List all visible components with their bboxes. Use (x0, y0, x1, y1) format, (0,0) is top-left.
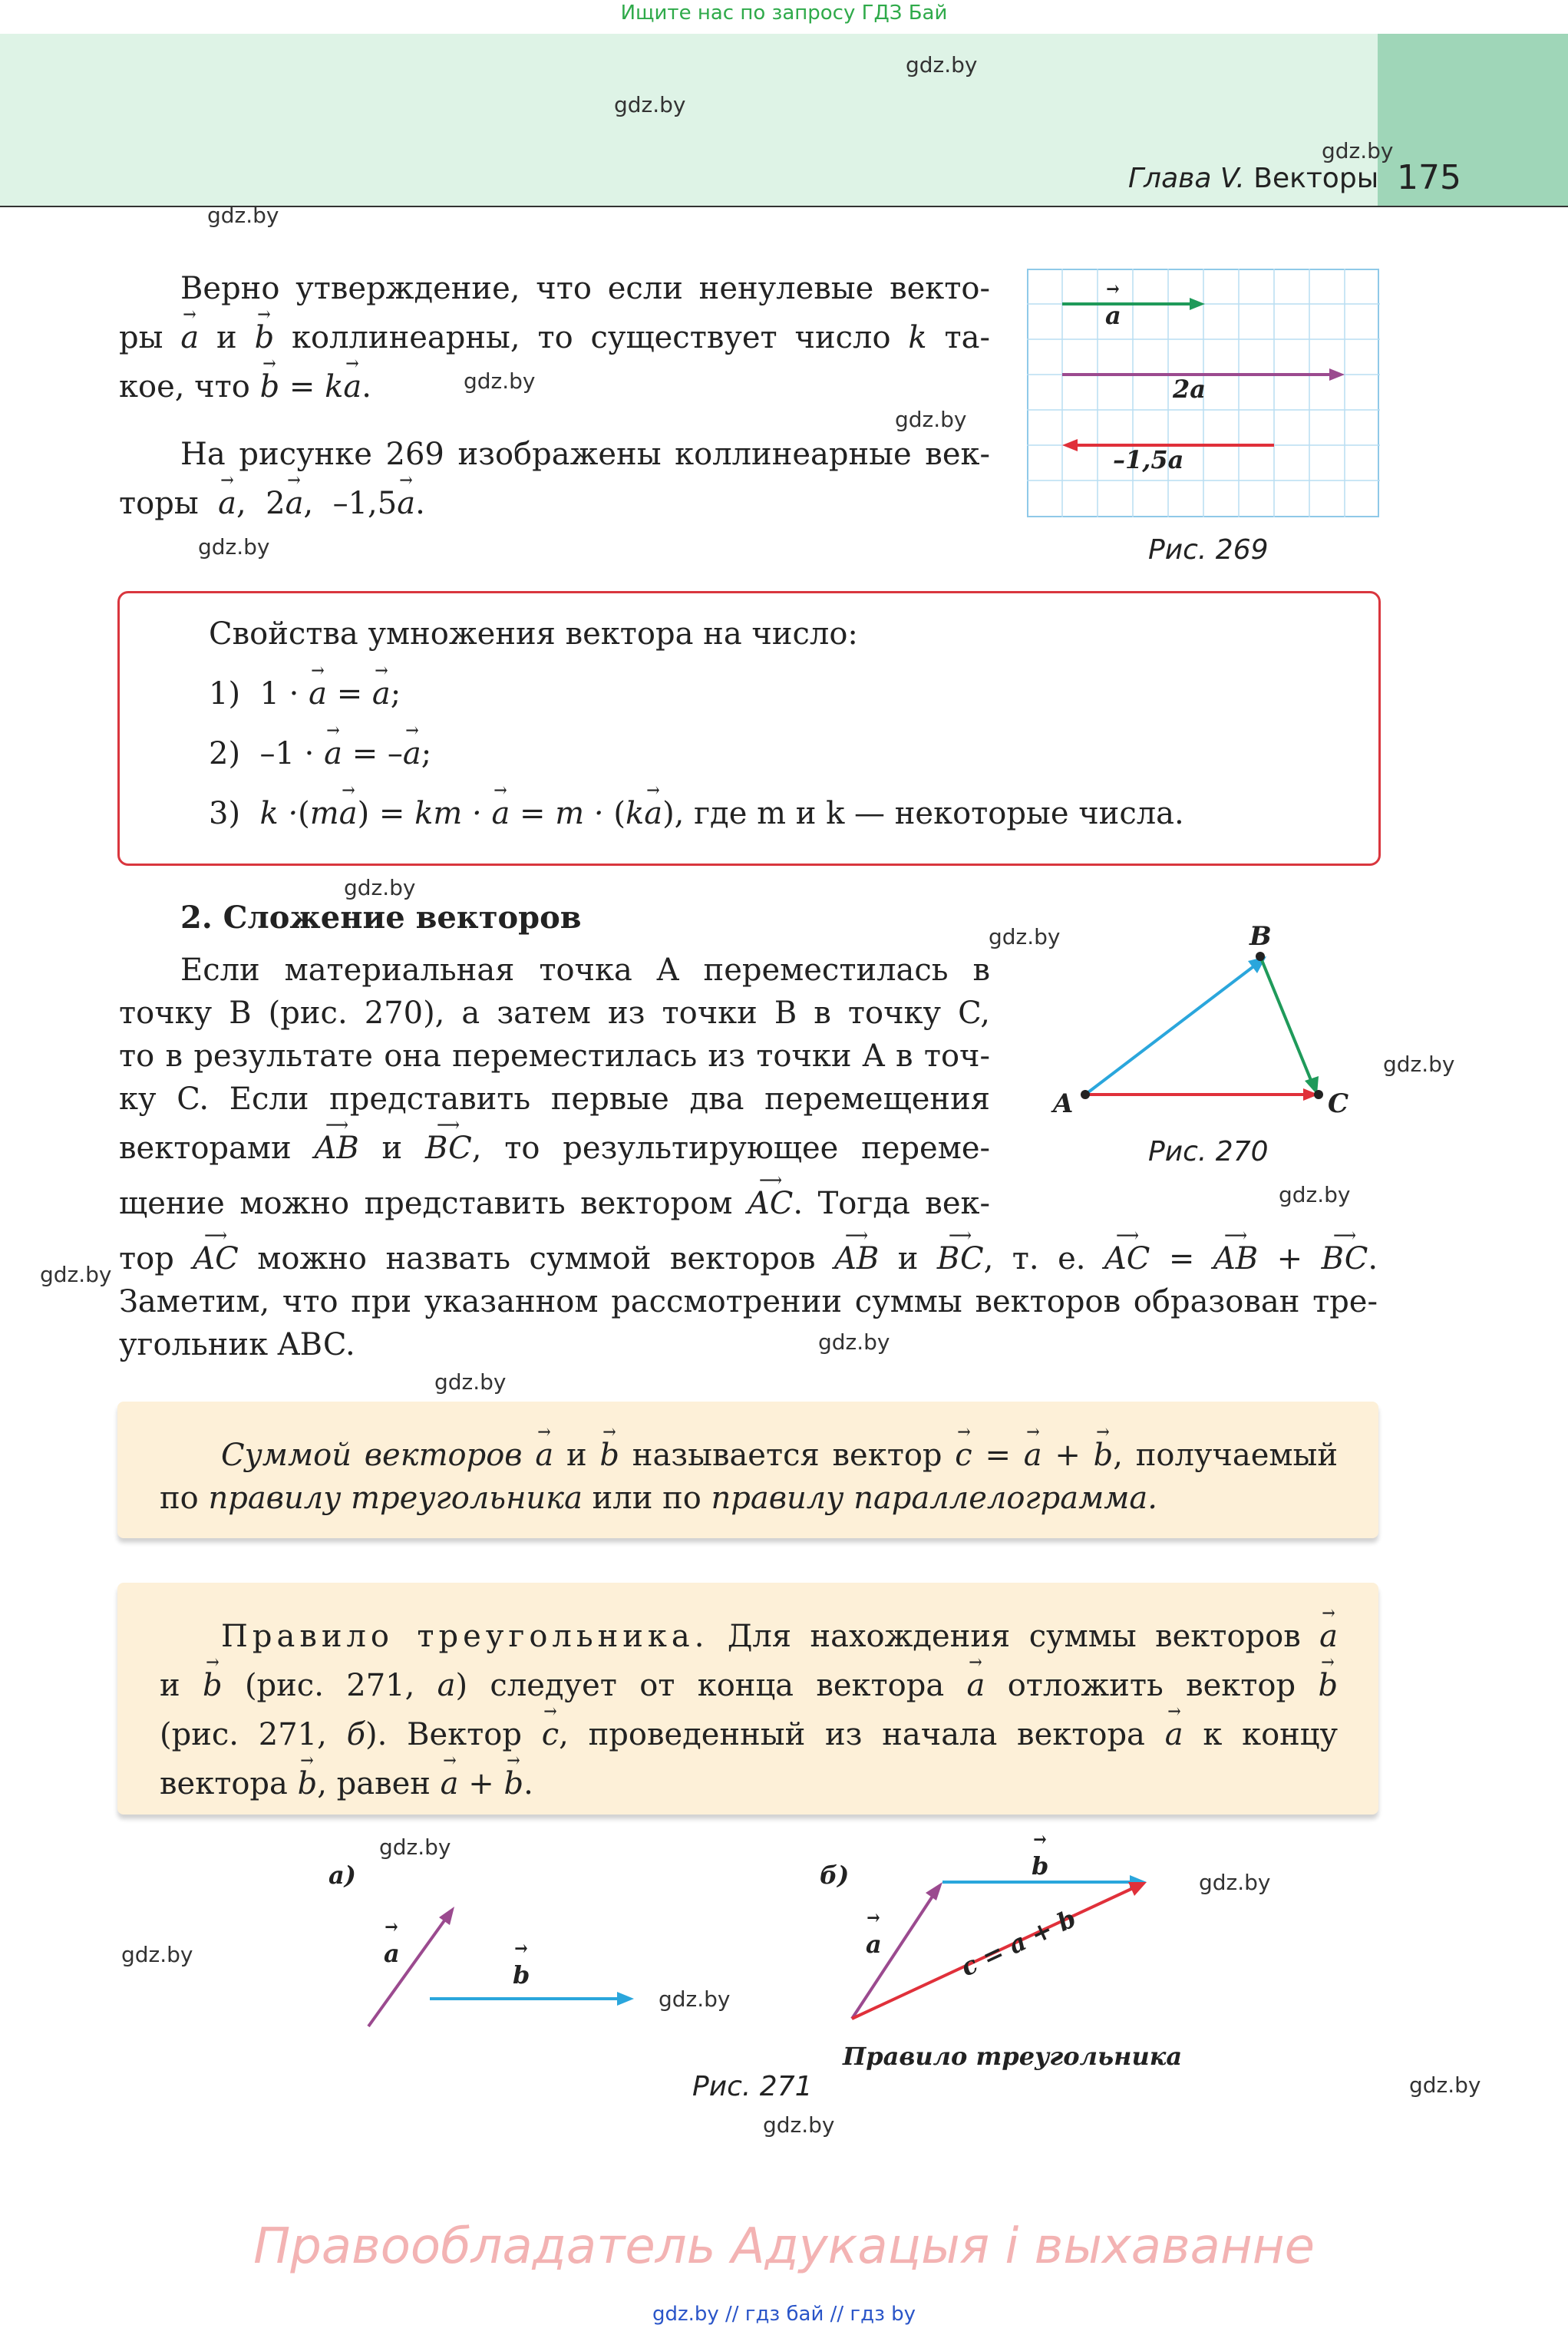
point-A (1081, 1090, 1090, 1099)
label-vector-a: → a (384, 1939, 400, 1968)
watermark: gdz.by (121, 1942, 193, 1967)
figure-269-caption: Рис. 269 (1148, 534, 1269, 566)
vector-AB-arrow (1085, 956, 1266, 1095)
chapter-title: Глава V. Векторы (1128, 163, 1379, 194)
watermark: gdz.by (1279, 1182, 1351, 1207)
watermark: gdz.by (1322, 138, 1394, 163)
point-B (1256, 952, 1265, 961)
watermark: gdz.by (818, 1329, 890, 1355)
label-C: C (1328, 1088, 1349, 1119)
watermark: gdz.by (344, 875, 416, 900)
paragraph-vector-addition: Если материальная точка A переместилась в точку B (рис. 270), а затем из точки B в точку C, то в результате она переместилась из точки A в точ- ку C. Если представить первые два перемещения векторами ⟶ AB и ⟶ BC, то результирующее переме- щение можно представить вектором ⟶ AC. Тогда век- (119, 949, 990, 1231)
label-vector-2a: 2a (1173, 375, 1206, 404)
watermark: gdz.by (40, 1262, 112, 1287)
figure-271-part-a-label: а) (328, 1861, 356, 1890)
label-vector-a: → a (1105, 301, 1121, 330)
point-C (1314, 1090, 1323, 1099)
vector-a-arrow (368, 1907, 454, 2026)
properties-list: Свойства умножения вектора на число: 1) 1 · → a = → a; 2) –1 · → a = –→ a; 3) k ·(m→ a) = km · → a = m · (k→ a), где m и k — некоторые числа. (209, 609, 1360, 838)
page-number: 175 (1397, 158, 1461, 197)
label-vector-b: → b (1032, 1851, 1048, 1881)
paragraph-vector-addition-cont: тор ⟶ AC можно назвать суммой векторов ⟶ AB и ⟶ BC, т. е. ⟶ AC = ⟶ AB + ⟶ BC. Заметим, что при указанном рассмотрении суммы векторов образован тре- угольник ABC. (119, 1237, 1378, 1366)
vector-b-arrow (430, 1992, 634, 2006)
figure-271-caption: Рис. 271 (692, 2071, 813, 2102)
watermark: gdz.by (1199, 1870, 1271, 1895)
label-vector-minus-1-5a: –1,5a (1113, 445, 1184, 474)
paragraph-collinear: Верно утверждение, что если ненулевые векто- ры → a и → b коллинеарны, то существует число k та- кое, что → b = k→ a. (119, 264, 990, 411)
watermark: gdz.by (434, 1369, 507, 1395)
definition-text: Суммой векторов → a и → b называется вектор → c = → a + → b, получаемый по правилу треугольника или по правилу параллелограмма. (160, 1434, 1338, 1520)
footer-links[interactable]: gdz.by // гдз бай // гдз by (652, 2303, 916, 2326)
label-vector-b: → b (513, 1960, 530, 1990)
watermark: gdz.by (464, 368, 536, 394)
triangle-rule-caption: Правило треугольника (843, 2042, 1183, 2071)
figure-270-triangle (1051, 921, 1358, 1121)
copyright-notice: Правообладатель Адукацыя і выхаванне (253, 2218, 1315, 2275)
watermark: gdz.by (207, 203, 279, 228)
label-B: B (1249, 921, 1272, 952)
watermark: gdz.by (1383, 1052, 1455, 1077)
figure-270-caption: Рис. 270 (1148, 1136, 1269, 1167)
watermark: gdz.by (989, 924, 1061, 949)
watermark: gdz.by (614, 92, 686, 117)
watermark: gdz.by (1409, 2072, 1481, 2098)
watermark: gdz.by (895, 407, 967, 432)
vector-BC-arrow (1260, 956, 1319, 1095)
section-title-vector-addition: 2. Сложение векторов (180, 900, 582, 936)
triangle-rule-text: Правило треугольника. Для нахождения суммы векторов → a и → b (рис. 271, а) следует от конца вектора → a отложить вектор → b (рис. 271, б). Вектор → c, проведенный из начала вектора → a к концу вектора → b, равен → a + → b. (160, 1612, 1338, 1808)
watermark: gdz.by (659, 1986, 731, 2012)
label-A: A (1053, 1088, 1074, 1119)
paragraph-figure-269: На рисунке 269 изображены коллинеарные век- торы → a, 2→ a, –1,5→ a. (119, 430, 990, 528)
top-search-link[interactable]: Ищите нас по запросу ГДЗ Бай (620, 2, 948, 25)
watermark: gdz.by (906, 52, 978, 78)
watermark: gdz.by (379, 1834, 451, 1860)
label-vector-a: → a (866, 1930, 882, 1959)
watermark: gdz.by (198, 534, 270, 560)
figure-271-part-b-label: б) (820, 1861, 850, 1890)
label-sum-c: c = a + b (956, 1904, 1081, 1983)
vector-AC-arrow (1085, 1088, 1319, 1101)
watermark: gdz.by (763, 2112, 835, 2138)
